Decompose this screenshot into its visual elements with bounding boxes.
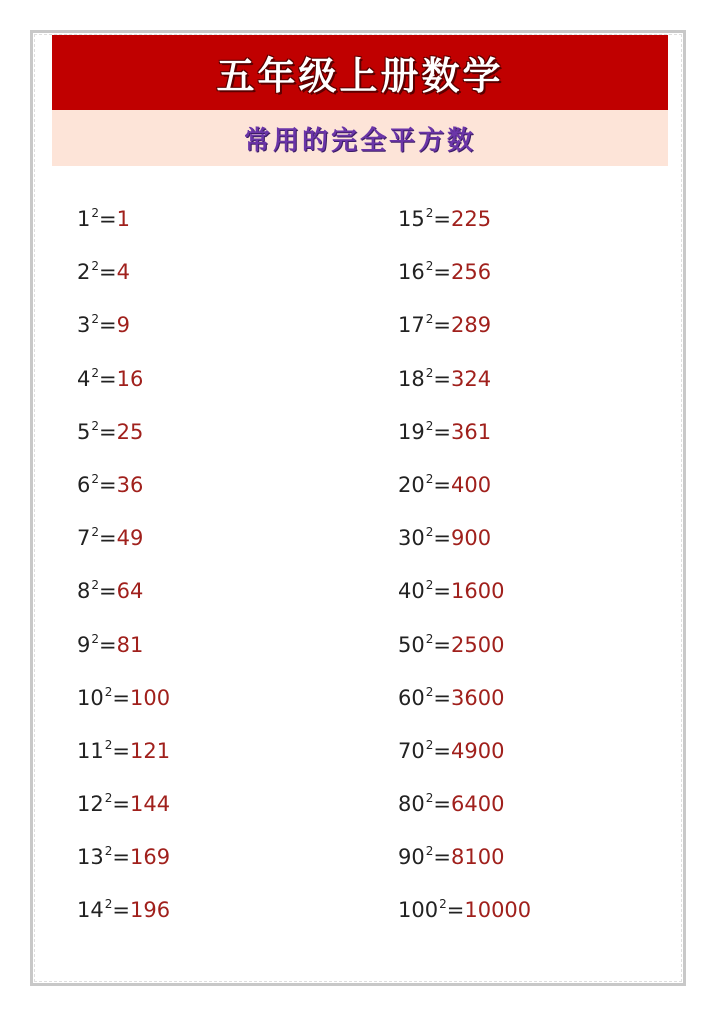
equals-sign: = <box>433 685 451 710</box>
square-value: 4 <box>116 260 130 285</box>
square-exponent: 2 <box>425 312 434 327</box>
square-value: 8100 <box>450 845 505 870</box>
square-entry <box>398 778 531 831</box>
square-entry <box>398 512 531 565</box>
square-value: 49 <box>116 526 144 551</box>
equals-sign: = <box>99 419 117 444</box>
equals-sign: = <box>112 845 130 870</box>
square-base: 19 <box>398 419 425 444</box>
equals-sign: = <box>99 632 117 657</box>
square-value: 1600 <box>450 579 505 604</box>
square-exponent: 2 <box>91 259 100 274</box>
equals-sign: = <box>112 898 130 923</box>
square-value: 81 <box>116 632 144 657</box>
page-subtitle: 常用的完全平方数 <box>243 125 476 156</box>
square-exponent: 2 <box>91 418 100 433</box>
square-base: 60 <box>398 685 425 710</box>
equals-sign: = <box>99 472 117 497</box>
equals-sign: = <box>99 526 117 551</box>
square-entry <box>398 831 531 884</box>
equals-sign: = <box>112 738 130 763</box>
square-entry <box>398 246 531 299</box>
square-value: 121 <box>129 738 171 763</box>
square-exponent: 2 <box>91 312 100 327</box>
square-base: 13 <box>77 845 104 870</box>
square-entry <box>398 565 531 618</box>
square-base: 2 <box>77 260 91 285</box>
square-value: 2500 <box>450 632 505 657</box>
square-value: 4900 <box>450 738 505 763</box>
square-value: 289 <box>450 313 492 338</box>
square-entry <box>398 725 531 778</box>
page-title: 五年级上册数学 <box>216 54 504 98</box>
square-entry <box>398 193 531 246</box>
square-entry <box>398 299 531 352</box>
square-exponent: 2 <box>91 206 100 220</box>
square-exponent: 2 <box>91 365 100 380</box>
square-exponent: 2 <box>425 471 434 486</box>
square-entry <box>77 778 170 831</box>
title-banner <box>52 35 668 110</box>
square-value: 9 <box>116 313 130 338</box>
square-entry <box>77 459 170 512</box>
right-column <box>398 193 531 938</box>
square-exponent: 2 <box>425 525 434 540</box>
equals-sign: = <box>433 313 451 338</box>
equals-sign: = <box>112 685 130 710</box>
square-exponent: 2 <box>104 791 113 806</box>
square-base: 15 <box>398 207 425 231</box>
square-entry <box>398 353 531 406</box>
square-base: 12 <box>77 792 104 817</box>
square-value: 25 <box>116 419 144 444</box>
square-exponent: 2 <box>425 684 434 699</box>
square-value: 361 <box>450 419 492 444</box>
square-value: 64 <box>116 579 144 604</box>
subtitle-banner <box>52 110 668 166</box>
square-exponent: 2 <box>91 525 100 540</box>
square-base: 30 <box>398 526 425 551</box>
square-entry <box>398 459 531 512</box>
square-exponent: 2 <box>425 578 434 593</box>
square-value: 324 <box>450 366 492 391</box>
square-entry <box>77 565 170 618</box>
equals-sign: = <box>433 366 451 391</box>
equals-sign: = <box>99 260 117 285</box>
square-base: 20 <box>398 472 425 497</box>
square-value: 100 <box>129 685 171 710</box>
square-entry <box>77 246 170 299</box>
equals-sign: = <box>433 419 451 444</box>
equals-sign: = <box>433 472 451 497</box>
square-value: 6400 <box>450 792 505 817</box>
square-base: 50 <box>398 632 425 657</box>
square-exponent: 2 <box>425 791 434 806</box>
square-value: 144 <box>129 792 171 817</box>
square-exponent: 2 <box>91 631 100 646</box>
square-entry <box>77 725 170 778</box>
square-value: 10000 <box>464 898 532 923</box>
square-exponent: 2 <box>425 844 434 859</box>
square-entry <box>77 672 170 725</box>
square-exponent: 2 <box>91 471 100 486</box>
square-base: 16 <box>398 260 425 285</box>
square-base: 6 <box>77 472 91 497</box>
square-exponent: 2 <box>91 578 100 593</box>
equals-sign: = <box>433 207 451 231</box>
square-exponent: 2 <box>104 897 113 912</box>
square-entry <box>398 619 531 672</box>
square-value: 225 <box>450 207 492 231</box>
equals-sign: = <box>433 792 451 817</box>
square-base: 17 <box>398 313 425 338</box>
equals-sign: = <box>433 579 451 604</box>
equals-sign: = <box>99 207 117 231</box>
equals-sign: = <box>99 313 117 338</box>
square-value: 196 <box>129 898 171 923</box>
square-base: 40 <box>398 579 425 604</box>
square-exponent: 2 <box>104 844 113 859</box>
square-base: 90 <box>398 845 425 870</box>
square-base: 3 <box>77 313 91 338</box>
square-entry <box>398 884 531 937</box>
square-base: 8 <box>77 579 91 604</box>
square-base: 5 <box>77 419 91 444</box>
equals-sign: = <box>433 526 451 551</box>
square-base: 7 <box>77 526 91 551</box>
square-value: 256 <box>450 260 492 285</box>
square-value: 1 <box>116 207 130 231</box>
square-value: 16 <box>116 366 144 391</box>
square-entry <box>77 512 170 565</box>
square-entry <box>77 884 170 937</box>
square-exponent: 2 <box>104 684 113 699</box>
square-entry <box>77 619 170 672</box>
square-value: 900 <box>450 526 492 551</box>
square-value: 400 <box>450 472 492 497</box>
square-entry <box>77 353 170 406</box>
square-entry <box>77 406 170 459</box>
square-exponent: 2 <box>104 737 113 752</box>
square-base: 18 <box>398 366 425 391</box>
square-base: 11 <box>77 738 104 763</box>
square-exponent: 2 <box>425 365 434 380</box>
square-exponent: 2 <box>439 897 447 912</box>
square-base: 1 <box>77 207 91 231</box>
square-entry <box>398 672 531 725</box>
equals-sign: = <box>433 632 451 657</box>
square-value: 36 <box>116 472 144 497</box>
square-base: 10 <box>77 685 104 710</box>
equals-sign: = <box>433 260 451 285</box>
square-exponent: 2 <box>425 737 434 752</box>
square-base: 14 <box>77 898 104 923</box>
square-base: 100 <box>398 898 439 923</box>
square-exponent: 2 <box>425 259 434 274</box>
square-exponent: 2 <box>425 418 434 433</box>
square-entry <box>77 193 170 246</box>
square-base: 4 <box>77 366 91 391</box>
square-entry <box>77 831 170 884</box>
square-value: 3600 <box>450 685 505 710</box>
equals-sign: = <box>433 845 451 870</box>
square-entry <box>398 406 531 459</box>
square-exponent: 2 <box>425 206 434 220</box>
equals-sign: = <box>433 738 451 763</box>
square-exponent: 2 <box>425 631 434 646</box>
left-column <box>77 193 170 938</box>
square-entry <box>77 299 170 352</box>
square-base: 70 <box>398 738 425 763</box>
equals-sign: = <box>112 792 130 817</box>
equals-sign: = <box>446 898 465 923</box>
square-base: 9 <box>77 632 91 657</box>
equals-sign: = <box>99 366 117 391</box>
equals-sign: = <box>99 579 117 604</box>
square-base: 80 <box>398 792 425 817</box>
square-value: 169 <box>129 845 171 870</box>
